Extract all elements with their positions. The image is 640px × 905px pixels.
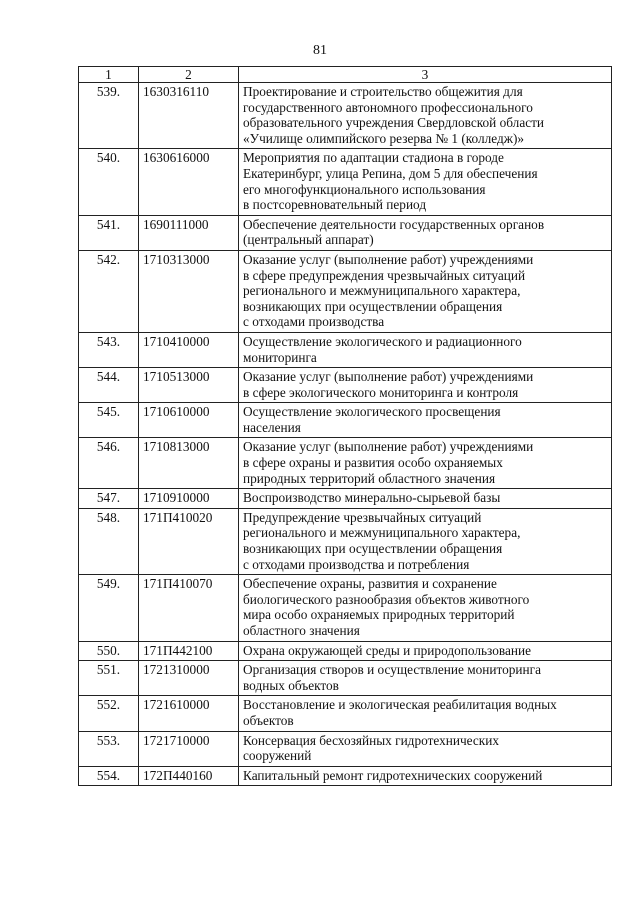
row-code-cell: 171П410070 bbox=[139, 575, 239, 641]
row-description-cell: Предупреждение чрезвычайных ситуаций регионального и межмуниципального характера, возникающих при осуществлении обращения с отходами производства и потребления bbox=[239, 508, 612, 574]
table-row bbox=[79, 215, 612, 250]
column-header-description: 3 bbox=[239, 67, 612, 83]
table-row bbox=[79, 438, 612, 489]
row-code-cell: 1710813000 bbox=[139, 438, 239, 489]
row-number-cell: 543. bbox=[79, 332, 139, 367]
row-number-cell: 551. bbox=[79, 661, 139, 696]
table-row bbox=[79, 332, 612, 367]
row-code-cell: 1710513000 bbox=[139, 368, 239, 403]
row-description-cell: Организация створов и осуществление мониторинга водных объектов bbox=[239, 661, 612, 696]
row-number-cell: 553. bbox=[79, 731, 139, 766]
row-description-cell: Оказание услуг (выполнение работ) учреждениями в сфере охраны и развития особо охраняемых природных территорий областного значения bbox=[239, 438, 612, 489]
row-number-cell: 542. bbox=[79, 250, 139, 332]
table-row bbox=[79, 489, 612, 509]
row-description-cell: Охрана окружающей среды и природопользование bbox=[239, 641, 612, 661]
row-number-cell: 554. bbox=[79, 766, 139, 786]
row-number-cell: 545. bbox=[79, 403, 139, 438]
row-code-cell: 1721710000 bbox=[139, 731, 239, 766]
row-description-cell: Восстановление и экологическая реабилитация водных объектов bbox=[239, 696, 612, 731]
row-number-cell: 541. bbox=[79, 215, 139, 250]
table-row bbox=[79, 368, 612, 403]
row-description-cell: Консервация бесхозяйных гидротехнических сооружений bbox=[239, 731, 612, 766]
table-row bbox=[79, 696, 612, 731]
row-code-cell: 1630316110 bbox=[139, 83, 239, 149]
table-row bbox=[79, 508, 612, 574]
table-row bbox=[79, 731, 612, 766]
row-number-cell: 552. bbox=[79, 696, 139, 731]
row-code-cell: 172П440160 bbox=[139, 766, 239, 786]
column-header-code: 2 bbox=[139, 67, 239, 83]
row-code-cell: 1721610000 bbox=[139, 696, 239, 731]
row-number-cell: 550. bbox=[79, 641, 139, 661]
column-header-number: 1 bbox=[79, 67, 139, 83]
row-description-cell: Проектирование и строительство общежития для государственного автономного профессионального образовательного учреждения Свердловской области «Училище олимпийского резерва № 1 (колледж)» bbox=[239, 83, 612, 149]
row-number-cell: 546. bbox=[79, 438, 139, 489]
budget-classification-table bbox=[78, 66, 612, 786]
row-number-cell: 549. bbox=[79, 575, 139, 641]
row-description-cell: Обеспечение деятельности государственных органов (центральный аппарат) bbox=[239, 215, 612, 250]
table-row bbox=[79, 641, 612, 661]
row-code-cell: 1721310000 bbox=[139, 661, 239, 696]
row-description-cell: Воспроизводство минерально-сырьевой базы bbox=[239, 489, 612, 509]
table-row bbox=[79, 149, 612, 215]
table-row bbox=[79, 766, 612, 786]
row-description-cell: Оказание услуг (выполнение работ) учреждениями в сфере предупреждения чрезвычайных ситуаций регионального и межмуниципального характера, возникающих при осуществлении обращения с отходами производства bbox=[239, 250, 612, 332]
row-description-cell: Обеспечение охраны, развития и сохранение биологического разнообразия объектов животного мира особо охраняемых природных территорий областного значения bbox=[239, 575, 612, 641]
row-description-cell: Оказание услуг (выполнение работ) учреждениями в сфере экологического мониторинга и контроля bbox=[239, 368, 612, 403]
row-code-cell: 1710313000 bbox=[139, 250, 239, 332]
row-code-cell: 1710910000 bbox=[139, 489, 239, 509]
row-number-cell: 540. bbox=[79, 149, 139, 215]
row-description-cell: Осуществление экологического и радиационного мониторинга bbox=[239, 332, 612, 367]
row-description-cell: Осуществление экологического просвещения населения bbox=[239, 403, 612, 438]
row-description-cell: Мероприятия по адаптации стадиона в городе Екатеринбург, улица Репина, дом 5 для обеспечения его многофункционального использования в постсоревновательный период bbox=[239, 149, 612, 215]
row-number-cell: 539. bbox=[79, 83, 139, 149]
table-row bbox=[79, 83, 612, 149]
row-code-cell: 1630616000 bbox=[139, 149, 239, 215]
row-code-cell: 1710610000 bbox=[139, 403, 239, 438]
page-number: 81 bbox=[313, 43, 327, 58]
row-code-cell: 1710410000 bbox=[139, 332, 239, 367]
row-code-cell: 171П410020 bbox=[139, 508, 239, 574]
table-header-row bbox=[79, 67, 612, 83]
row-code-cell: 171П442100 bbox=[139, 641, 239, 661]
row-description-cell: Капитальный ремонт гидротехнических сооружений bbox=[239, 766, 612, 786]
row-number-cell: 544. bbox=[79, 368, 139, 403]
row-code-cell: 1690111000 bbox=[139, 215, 239, 250]
table-row bbox=[79, 250, 612, 332]
table-row bbox=[79, 575, 612, 641]
table-row bbox=[79, 403, 612, 438]
table-row bbox=[79, 661, 612, 696]
row-number-cell: 548. bbox=[79, 508, 139, 574]
row-number-cell: 547. bbox=[79, 489, 139, 509]
